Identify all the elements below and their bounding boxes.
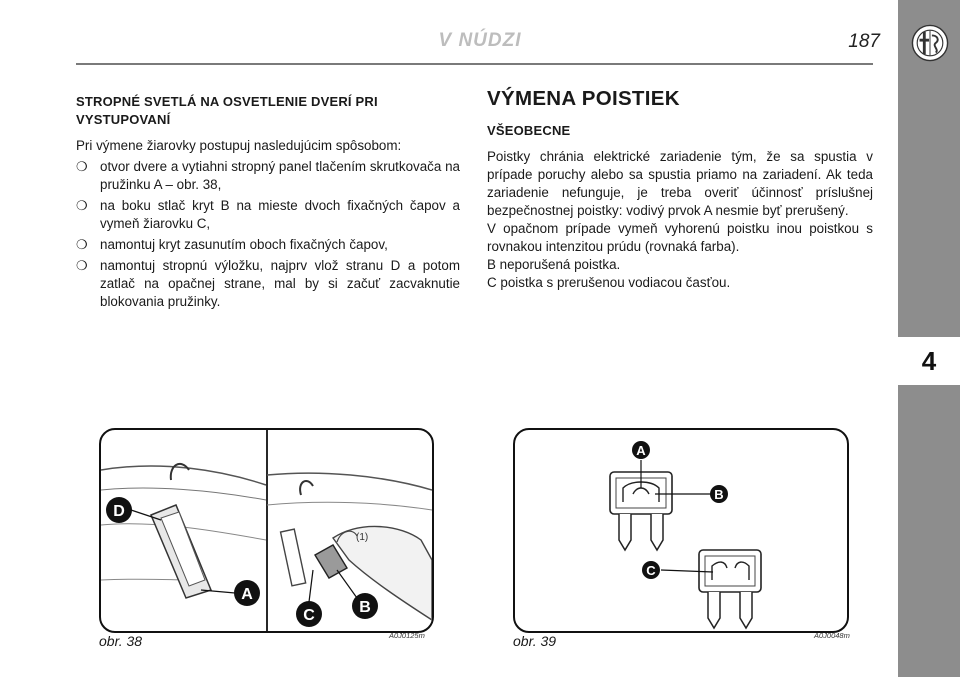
figure-38-mark-text: (1): [356, 532, 369, 543]
svg-text:D: D: [113, 503, 125, 520]
list-item: ❍ otvor dvere a vytiahni stropný panel tlačením skrutkovača na pružinku A – obr. 38,: [76, 159, 460, 192]
bullet-icon: ❍: [76, 258, 88, 273]
bullet-icon: ❍: [76, 237, 88, 252]
left-column: [76, 93, 460, 311]
section-heading: STROPNÉ SVETLÁ NA OSVETLENIE DVERÍ PRI VYSTUPOVANÍ: [76, 94, 378, 127]
figure-39-illustration: [515, 430, 847, 631]
svg-text:C: C: [303, 607, 315, 624]
alfa-romeo-logo-icon: [911, 24, 949, 62]
intro-text: Pri výmene žiarovky postupuj nasledujúcim spôsobom:: [76, 138, 402, 153]
paragraph: B neporušená poistka.: [487, 257, 621, 272]
figure-38-code: A0J0125m: [389, 631, 425, 640]
list-item: ❍ namontuj kryt zasunutím oboch fixačných čapov,: [76, 237, 388, 252]
paragraph: Poistky chránia elektrické zariadenie tým, že sa spustia v prípade poruchy alebo sa spustia priamo na zariadení. Ak teda zariadenie nefunguje, je treba overiť účinnosť príslušnej bezpečnostnej poistky: vodivý prvok A nesmie byť prerušený.: [487, 149, 873, 218]
bullet-icon: ❍: [76, 159, 88, 174]
list-item: ❍ namontuj stropnú výložku, najprv vlož stranu D a potom zatlač na opačnej strane, mal by si začuť zacvaknutie blokovania pružinky.: [76, 258, 460, 309]
callout-b: [352, 593, 378, 619]
figure-39: [513, 428, 849, 633]
section-number: 4: [921, 346, 937, 376]
callout-b: [710, 485, 728, 503]
right-column: [487, 87, 873, 292]
general-subheading: VŠEOBECNE: [487, 123, 571, 138]
svg-text:B: B: [714, 487, 724, 502]
paragraph: C poistka s prerušenou vodiacou časťou.: [487, 275, 731, 290]
figure-38-caption: obr. 38: [99, 633, 143, 649]
page-number: 187: [848, 31, 880, 52]
figure-38: [99, 428, 434, 633]
figure-38-illustration: [101, 430, 432, 631]
callout-a: [234, 580, 260, 606]
chapter-title: V NÚDZI: [438, 30, 522, 51]
svg-text:B: B: [359, 599, 371, 616]
figure-39-code: A0J0048m: [814, 631, 850, 640]
callout-c: [642, 561, 660, 579]
blown-fuse: [699, 550, 761, 628]
paragraph: V opačnom prípade vymeň vyhorenú poistku inou poistkou s rovnakou intenzitou prúdu (rovnaká farba).: [487, 221, 873, 254]
callout-c: [296, 601, 322, 627]
header-rule: [76, 63, 873, 65]
callout-a: [632, 441, 650, 459]
fuse-section-title: VÝMENA POISTIEK: [487, 87, 680, 110]
svg-text:A: A: [636, 443, 646, 458]
callout-d: [106, 497, 132, 523]
svg-text:A: A: [241, 586, 253, 603]
svg-text:C: C: [646, 563, 656, 578]
bullet-icon: ❍: [76, 198, 88, 213]
list-item: ❍ na boku stlač kryt B na mieste dvoch fixačných čapov a vymeň žiarovku C,: [76, 198, 460, 231]
figure-39-caption: obr. 39: [513, 633, 557, 649]
